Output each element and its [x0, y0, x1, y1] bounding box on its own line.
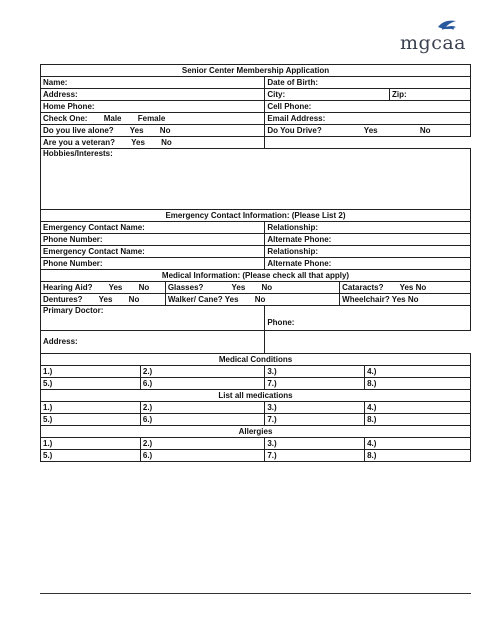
footer-divider [40, 593, 471, 594]
live-alone-yes[interactable]: Yes [129, 125, 144, 135]
medications-title: List all medications [41, 390, 471, 402]
medication-7[interactable]: 7.) [265, 414, 365, 426]
wheelchair-yes[interactable]: Yes [391, 294, 406, 304]
cataracts-label: Cataracts? [342, 282, 384, 292]
male-option[interactable]: Male [103, 113, 122, 123]
glasses-no[interactable]: No [261, 282, 273, 292]
doctor-address-field[interactable]: Address: [41, 331, 265, 354]
home-phone-field[interactable]: Home Phone: [41, 101, 265, 113]
glasses-row[interactable] [165, 282, 339, 294]
cataracts-yes[interactable]: Yes [399, 282, 414, 292]
condition-8[interactable]: 8.) [365, 378, 471, 390]
veteran-label: Are you a veteran? [43, 137, 116, 147]
cataracts-row[interactable] [340, 282, 471, 294]
name-field[interactable]: Name: [41, 77, 265, 89]
medication-4[interactable]: 4.) [365, 402, 471, 414]
ec-alt-phone-1[interactable]: Alternate Phone: [265, 234, 471, 246]
allergy-4[interactable]: 4.) [365, 438, 471, 450]
veteran-yes[interactable]: Yes [131, 137, 145, 147]
allergy-2[interactable]: 2.) [140, 438, 264, 450]
hearing-label: Hearing Aid? [43, 282, 93, 292]
medical-title: Medical Information: (Please check all that apply) [41, 270, 471, 282]
ec-phone-1[interactable]: Phone Number: [41, 234, 265, 246]
walker-label: Walker/ Cane? [167, 294, 223, 304]
wheelchair-row[interactable] [340, 294, 471, 306]
allergy-5[interactable]: 5.) [41, 450, 141, 462]
cataracts-no[interactable]: No [415, 282, 427, 292]
logo [400, 20, 466, 54]
allergy-3[interactable]: 3.) [265, 438, 365, 450]
ec-phone-2[interactable]: Phone Number: [41, 258, 265, 270]
walker-no[interactable]: No [254, 294, 266, 304]
allergy-7[interactable]: 7.) [265, 450, 365, 462]
hearing-no[interactable]: No [138, 282, 150, 292]
medication-1[interactable]: 1.) [41, 402, 141, 414]
condition-5[interactable]: 5.) [41, 378, 141, 390]
emergency-title: Emergency Contact Information: (Please List 2) [41, 210, 471, 222]
ec-relationship-1[interactable]: Relationship: [265, 222, 471, 234]
dentures-label: Dentures? [43, 294, 83, 304]
primary-doctor-field[interactable]: Primary Doctor: [41, 306, 265, 331]
medication-8[interactable]: 8.) [365, 414, 471, 426]
wheelchair-no[interactable]: No [407, 294, 419, 304]
dentures-yes[interactable]: Yes [98, 294, 113, 304]
allergies-title: Allergies [41, 426, 471, 438]
cell-phone-field[interactable]: Cell Phone: [265, 101, 471, 113]
hearing-yes[interactable]: Yes [108, 282, 123, 292]
ec-relationship-2[interactable]: Relationship: [265, 246, 471, 258]
medication-6[interactable]: 6.) [140, 414, 264, 426]
walker-row[interactable] [165, 294, 339, 306]
email-field[interactable]: Email Address: [265, 113, 471, 125]
condition-4[interactable]: 4.) [365, 366, 471, 378]
hobbies-field[interactable]: Hobbies/Interests: [41, 149, 471, 210]
allergy-1[interactable]: 1.) [41, 438, 141, 450]
condition-1[interactable]: 1.) [41, 366, 141, 378]
ec-name-2[interactable]: Emergency Contact Name: [41, 246, 265, 258]
drive-label: Do You Drive? [267, 125, 322, 135]
city-field[interactable]: City: [265, 89, 390, 101]
veteran-no[interactable]: No [161, 137, 172, 147]
conditions-title: Medical Conditions [41, 354, 471, 366]
condition-7[interactable]: 7.) [265, 378, 365, 390]
dob-field[interactable]: Date of Birth: [265, 77, 471, 89]
bird-swirl-icon [436, 18, 458, 32]
glasses-label: Glasses? [167, 282, 204, 292]
walker-yes[interactable]: Yes [224, 294, 239, 304]
membership-form [40, 64, 471, 462]
address-field[interactable]: Address: [41, 89, 265, 101]
female-option[interactable]: Female [137, 113, 166, 123]
doctor-phone-field[interactable]: Phone: [265, 306, 471, 331]
veteran-row[interactable] [41, 137, 265, 149]
medication-2[interactable]: 2.) [140, 402, 264, 414]
allergy-6[interactable]: 6.) [140, 450, 264, 462]
gender-row[interactable] [41, 113, 265, 125]
live-alone-label: Do you live alone? [43, 125, 114, 135]
drive-row[interactable] [265, 125, 471, 137]
zip-field[interactable]: Zip: [390, 89, 471, 101]
drive-yes[interactable]: Yes [363, 125, 378, 135]
dentures-row[interactable] [41, 294, 166, 306]
form-title: Senior Center Membership Application [41, 65, 471, 77]
ec-alt-phone-2[interactable]: Alternate Phone: [265, 258, 471, 270]
medication-5[interactable]: 5.) [41, 414, 141, 426]
wheelchair-label: Wheelchair? [342, 294, 390, 304]
live-alone-no[interactable]: No [159, 125, 171, 135]
logo-text: mgcaa [400, 32, 466, 54]
medication-3[interactable]: 3.) [265, 402, 365, 414]
live-alone-row[interactable] [41, 125, 265, 137]
condition-2[interactable]: 2.) [140, 366, 264, 378]
dentures-no[interactable]: No [128, 294, 140, 304]
glasses-yes[interactable]: Yes [231, 282, 246, 292]
hearing-row[interactable] [41, 282, 166, 294]
condition-6[interactable]: 6.) [140, 378, 264, 390]
allergy-8[interactable]: 8.) [365, 450, 471, 462]
condition-3[interactable]: 3.) [265, 366, 365, 378]
drive-no[interactable]: No [419, 125, 431, 135]
ec-name-1[interactable]: Emergency Contact Name: [41, 222, 265, 234]
check-one-label: Check One: [43, 113, 88, 123]
